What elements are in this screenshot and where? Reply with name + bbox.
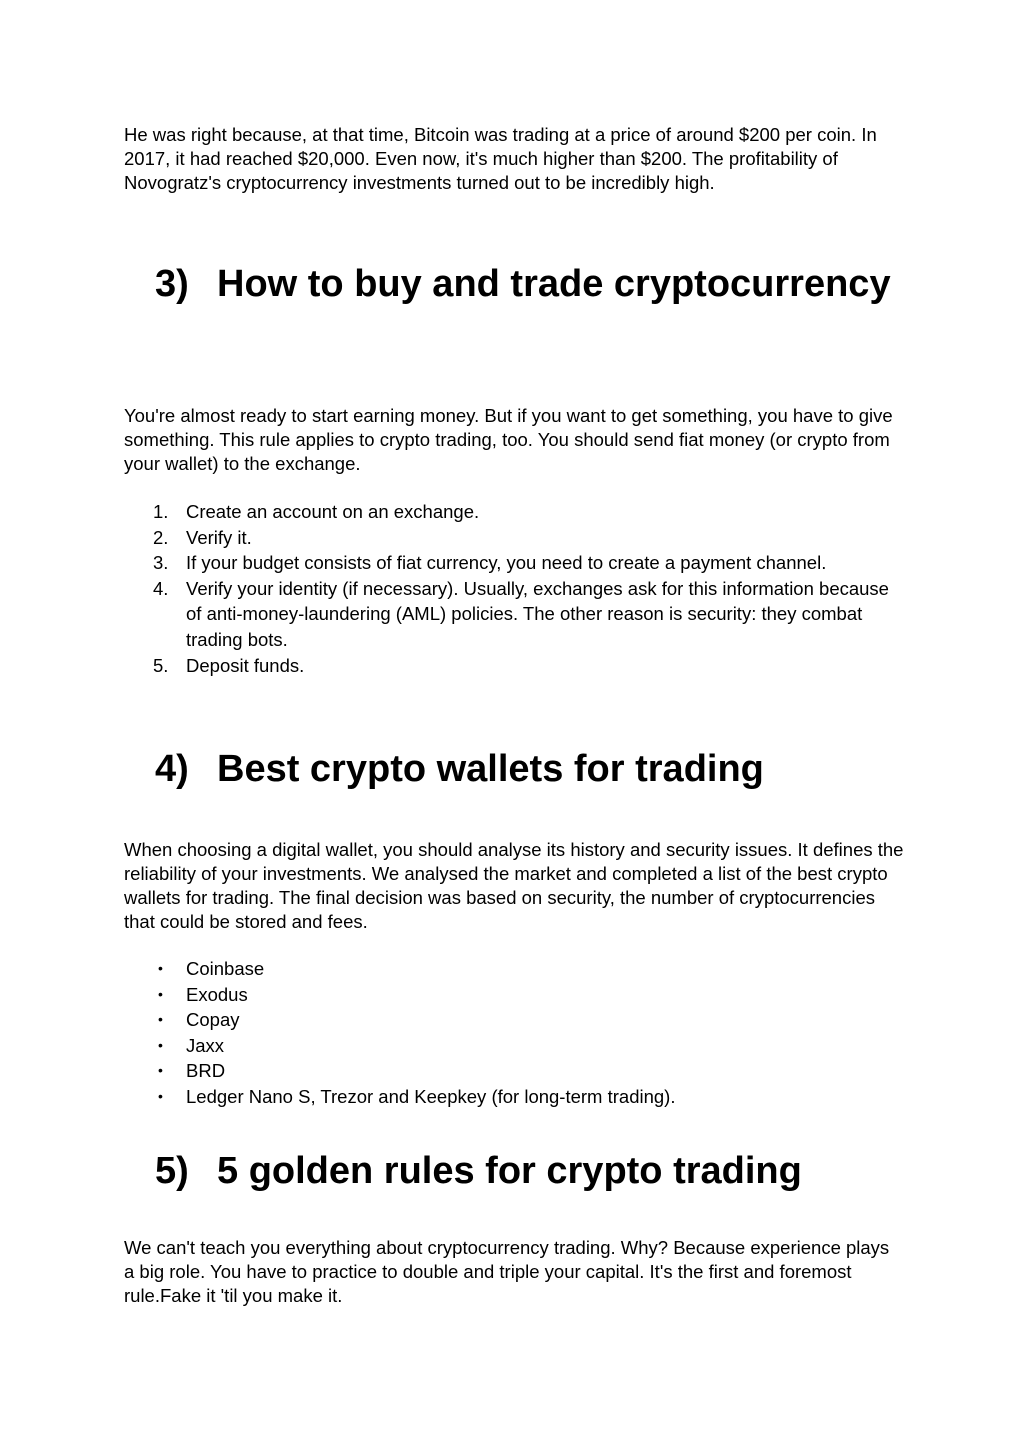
section-4-title: Best crypto wallets for trading [217, 748, 764, 790]
list-item-text: Ledger Nano S, Trezor and Keepkey (for long-term trading). [186, 1085, 676, 1107]
list-marker: 5. [153, 654, 169, 676]
bullet-marker: • [158, 1087, 163, 1104]
list-item [124, 1033, 904, 1059]
list-item [124, 1084, 904, 1110]
list-item-text: If your budget consists of fiat currency, you need to create a payment channel. [186, 552, 827, 574]
list-item-text: BRD [186, 1060, 226, 1082]
section-4-heading [155, 744, 915, 795]
bullet-marker: • [158, 960, 163, 976]
list-item [124, 956, 904, 982]
section-4-number: 4) [155, 748, 189, 790]
list-item [124, 653, 904, 679]
list-marker: 4. [153, 577, 169, 599]
section-3-paragraph: You're almost ready to start earning money. But if you want to get something, you have to give something. This rule applies to crypto trading, too. You should send fiat money (or crypto from your wallet) to the exchange. [124, 405, 893, 474]
list-item-text: Verify your identity (if necessary). Usually, exchanges ask for this information because of anti-money-laundering (AML) policies. The other reason is security: they combat trading bots. [186, 577, 889, 650]
list-item [124, 499, 904, 525]
bullet-marker: • [158, 1011, 163, 1028]
bullet-marker: • [158, 1036, 163, 1053]
list-item [124, 1007, 904, 1033]
section-5-paragraph: We can't teach you everything about cryptocurrency trading. Why? Because experience plays a big role. You have to practice to double and triple your capital. It's the first and foremost rule.Fake it 'til you make it. [124, 1237, 890, 1306]
list-item [124, 576, 904, 653]
list-marker: 1. [153, 501, 169, 522]
section-5-title: 5 golden rules for crypto trading [217, 1150, 802, 1192]
list-item-text: Create an account on an exchange. [186, 501, 480, 522]
list-marker: 3. [153, 552, 169, 574]
list-item-text: Copay [186, 1009, 240, 1031]
list-item-text: Verify it. [186, 526, 252, 548]
intro-paragraph: He was right because, at that time, Bitcoin was trading at a price of around $200 per coin. In 2017, it had reached $20,000. Even now, it's much higher than $200. The profitability of Novogratz's cryptocurrency investments turned out to be incredibly high. [124, 124, 877, 193]
list-item-text: Deposit funds. [186, 654, 305, 676]
steps-list [124, 499, 904, 678]
bullet-marker: • [158, 1062, 163, 1079]
section-3-title: How to buy and trade cryptocurrency [217, 263, 891, 305]
list-item [124, 1058, 904, 1084]
list-item [124, 550, 904, 576]
section-4-paragraph: When choosing a digital wallet, you should analyse its history and security issues. It defines the reliability of your investments. We analysed the market and completed a list of the best crypto wallets for trading. The final decision was based on security, the number of cryptocurrencies that could be stored and fees. [124, 839, 904, 932]
list-item-text: Coinbase [186, 958, 265, 979]
list-item-text: Exodus [186, 983, 248, 1005]
list-item [124, 982, 904, 1008]
section-5-heading [155, 1146, 915, 1197]
list-item-text: Jaxx [186, 1034, 225, 1056]
section-5-number: 5) [155, 1150, 189, 1192]
list-item [124, 525, 904, 551]
wallets-list [124, 956, 904, 1110]
bullet-marker: • [158, 985, 163, 1002]
section-3-heading [155, 259, 915, 310]
list-marker: 2. [153, 526, 169, 548]
section-3-number: 3) [155, 263, 189, 305]
